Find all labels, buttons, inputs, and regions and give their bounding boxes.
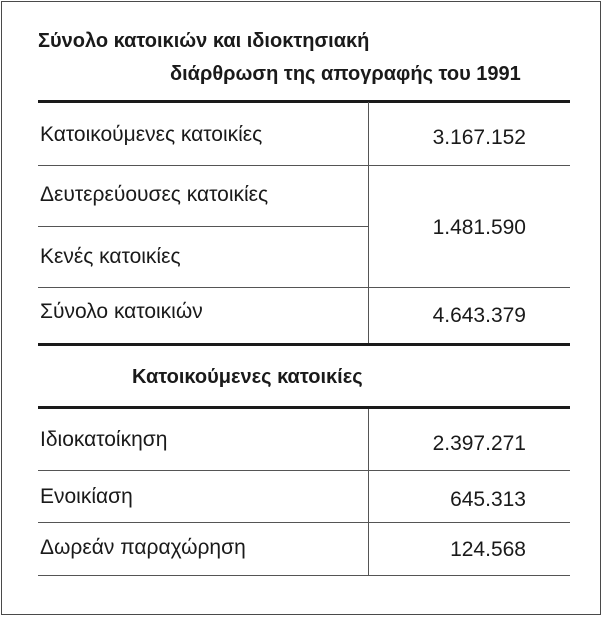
row-divider [38,226,368,227]
table1-bottom-rule [38,343,570,346]
table1-top-rule [38,100,570,103]
table1-row-value: 3.167.152 [432,126,526,149]
table1-row-label: Δευτερεύουσες κατοικίες [40,183,269,206]
table2-row-label: Ενοικίαση [40,485,133,508]
table1-row-label: Κενές κατοικίες [40,245,181,268]
table2-bottom-rule [38,575,570,576]
table2-row-value: 2.397.271 [432,432,526,455]
table2-row-value: 645.313 [450,488,526,511]
table2-row-value: 124.568 [450,538,526,561]
row-divider [38,522,570,523]
table2-row-label: Δωρεάν παραχώρηση [40,536,246,559]
table1-row-value: 4.643.379 [432,304,526,327]
section-title: Κατοικούμενες κατοικίες [132,366,363,388]
table1-row-label: Κατοικούμενες κατοικίες [40,123,263,146]
table1-column-divider [368,102,369,343]
title-line-2: διάρθρωση της απογραφής του 1991 [170,63,521,85]
row-divider [38,165,570,166]
table2-column-divider [368,409,369,575]
table1-merged-value: 1.481.590 [432,216,526,239]
title-line-1: Σύνολο κατοικιών και ιδιοκτησιακή [38,30,370,52]
row-divider [38,470,570,471]
row-divider [38,287,570,288]
table2-row-label: Ιδιοκατοίκηση [40,428,168,451]
table1-row-label: Σύνολο κατοικιών [40,300,203,323]
table2-top-rule [38,406,570,409]
